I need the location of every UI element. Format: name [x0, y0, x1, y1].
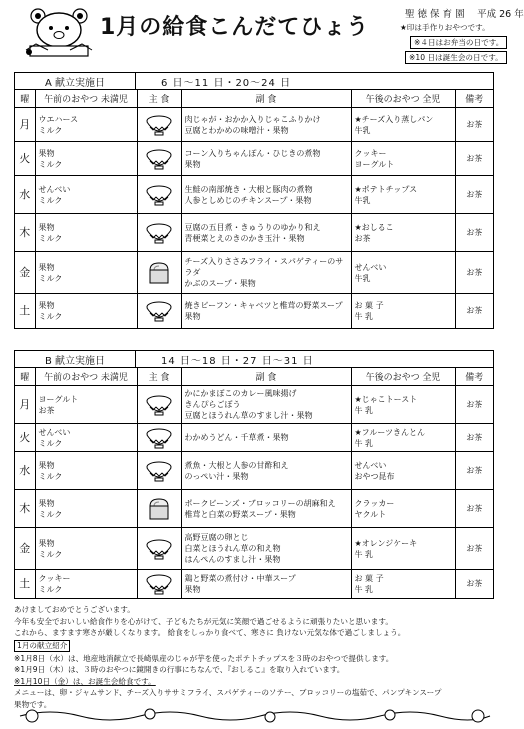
note-cell: お茶	[455, 570, 493, 598]
side-dish-item: 果物	[184, 159, 201, 169]
side-dish-cell	[181, 142, 351, 176]
column-header: 備考	[455, 368, 493, 386]
table-row	[15, 108, 493, 142]
side-dish-cell	[181, 570, 351, 598]
side-dish-item: かにかまぼこのカレー風味揚げ	[184, 389, 297, 398]
staple-cell	[137, 570, 181, 598]
message-line: これから、ますます寒さが厳しくなります。 給食をしっかり食べて、寒さに 負けない元気な体で過ごしましょう。	[14, 628, 406, 637]
pm-snack-item: 牛 乳	[354, 584, 374, 594]
section-b-name: B 献立実施日	[15, 351, 136, 367]
column-header: 午前のおやつ 未満児	[35, 90, 137, 108]
staple-cell	[137, 452, 181, 490]
staple-cell	[137, 490, 181, 528]
side-dish-item: 肉じゃが・おかか入りじゃこふりかけ	[184, 114, 321, 124]
side-dish-item: 煮魚・大根と人参の甘酢和え	[184, 460, 289, 470]
table-header-row	[15, 90, 493, 108]
am-snack-item: ヨーグルト	[38, 394, 79, 404]
am-snack-item: ミルク	[38, 509, 63, 519]
table-row	[15, 386, 493, 424]
side-dish-cell	[181, 528, 351, 570]
note-cell: お茶	[455, 490, 493, 528]
side-dish-item: 人参としめじのチキンスープ・果物	[184, 195, 312, 205]
pm-snack-item: 牛 乳	[354, 549, 374, 559]
side-dish-item: 豆腐とほうれん草のすまし汁・果物	[184, 411, 313, 420]
pm-snack-item: ★フルーツきんとん	[354, 427, 426, 437]
staple-cell	[137, 424, 181, 452]
day-cell: 土	[15, 570, 35, 598]
am-snack-cell	[35, 214, 137, 252]
am-snack-item: ミルク	[38, 195, 63, 205]
side-dish-cell	[181, 452, 351, 490]
side-dish-cell	[181, 108, 351, 142]
side-dish-item: ポークビーンズ・ブロッコリーの胡麻和え	[184, 498, 336, 508]
am-snack-item: 果物	[38, 538, 55, 548]
am-snack-item: 果物	[38, 300, 55, 310]
day-cell: 金	[15, 252, 35, 294]
rice-bowl-icon	[144, 222, 174, 244]
side-dish-item: 青梗菜とえのきのかき玉汁・果物	[184, 233, 305, 243]
pm-snack-cell	[351, 142, 455, 176]
pm-snack-cell	[351, 570, 455, 598]
side-dish-cell	[181, 252, 351, 294]
note-cell: お茶	[455, 452, 493, 490]
table-row	[15, 452, 493, 490]
note-cell: お茶	[455, 142, 493, 176]
staple-cell	[137, 294, 181, 328]
pm-snack-cell	[351, 294, 455, 328]
side-dish-item: 焼きビーフン・キャベツと椎茸の野菜スープ	[184, 300, 343, 310]
am-snack-item: ウエハース	[38, 114, 79, 124]
footer-message	[14, 604, 499, 710]
column-header: 午後のおやつ 全児	[351, 368, 455, 386]
table-row	[15, 214, 493, 252]
pm-snack-item: クラッカー	[354, 498, 395, 508]
am-snack-item: ミルク	[38, 311, 63, 321]
side-dish-item: 豆腐の五目煮・きゅうりのゆかり和え	[184, 222, 321, 232]
day-cell: 木	[15, 490, 35, 528]
side-dish-cell	[181, 424, 351, 452]
side-dish-item: チーズ入りささみフライ・スパゲティーのサラダ	[184, 257, 344, 277]
am-snack-cell	[35, 452, 137, 490]
am-snack-item: クッキー	[38, 573, 71, 583]
side-dish-item: かぶのスープ・果物	[184, 279, 256, 288]
pm-snack-cell	[351, 490, 455, 528]
menu-table-b	[15, 368, 493, 598]
am-snack-item: ミルク	[38, 584, 63, 594]
side-dish-cell	[181, 490, 351, 528]
table-row	[15, 528, 493, 570]
intro-item: メニューは、卵・ジャムサンド、チーズ入りササミフライ、スパゲティーのソテー、ブロッコリーの塩茹で、パンプキンスープ	[14, 688, 442, 697]
column-header: 備考	[455, 90, 493, 108]
pm-snack-item: ★おしるこ	[354, 222, 394, 232]
am-snack-item: ミルク	[38, 125, 63, 135]
side-dish-item: 豆腐とわかめの味噌汁・果物	[184, 125, 289, 135]
column-header: 午前のおやつ 未満児	[35, 368, 137, 386]
staple-cell	[137, 252, 181, 294]
day-cell: 水	[15, 452, 35, 490]
school-name: 聖 徳 保 育 園 平成 26 年	[405, 9, 524, 20]
am-snack-item: 果物	[38, 148, 55, 158]
note-cell: お茶	[455, 176, 493, 214]
am-snack-cell	[35, 142, 137, 176]
am-snack-item: ミルク	[38, 471, 63, 481]
pm-snack-cell	[351, 176, 455, 214]
am-snack-cell	[35, 294, 137, 328]
table-row	[15, 570, 493, 598]
am-snack-item: 果物	[38, 460, 55, 470]
header	[0, 0, 524, 66]
note-cell: お茶	[455, 294, 493, 328]
staple-cell	[137, 108, 181, 142]
am-snack-cell	[35, 424, 137, 452]
rice-bowl-icon	[144, 184, 174, 206]
pm-snack-cell	[351, 452, 455, 490]
day-cell: 火	[15, 142, 35, 176]
side-dish-item: 果物	[184, 311, 201, 321]
menu-section-a	[14, 72, 494, 329]
am-snack-item: ミルク	[38, 438, 63, 448]
pm-snack-item: クッキー	[354, 148, 387, 158]
side-dish-item: 果物	[184, 584, 201, 594]
side-dish-item: 鶏と野菜の煮付け・中華スープ	[184, 573, 296, 583]
table-row	[15, 490, 493, 528]
am-snack-cell	[35, 528, 137, 570]
am-snack-cell	[35, 176, 137, 214]
pm-snack-item: ★ポテトチップス	[354, 184, 418, 194]
mascot-illustration	[24, 4, 94, 60]
menu-table-a	[15, 90, 493, 328]
am-snack-cell	[35, 386, 137, 424]
rice-bowl-icon	[144, 538, 174, 560]
rice-bowl-icon	[144, 460, 174, 482]
column-header: 主 食	[137, 90, 181, 108]
am-snack-item: ミルク	[38, 549, 63, 559]
am-snack-item: せんべい	[38, 184, 71, 194]
rice-bowl-icon	[144, 148, 174, 170]
am-snack-item: 果物	[38, 498, 55, 508]
pm-snack-item: ★オレンジケーキ	[354, 538, 418, 548]
side-dish-item: わかめうどん・千草煮・果物	[184, 433, 289, 442]
table-row	[15, 424, 493, 452]
staple-cell	[137, 176, 181, 214]
pm-snack-cell	[351, 108, 455, 142]
rice-bowl-icon	[144, 427, 174, 449]
am-snack-cell	[35, 108, 137, 142]
day-cell: 月	[15, 108, 35, 142]
pm-snack-item: 牛 乳	[354, 405, 374, 415]
table-header-row	[15, 368, 493, 386]
menu-section-b	[14, 350, 494, 599]
bread-loaf-icon	[146, 497, 172, 521]
side-dish-item: 高野豆腐の卵とじ	[184, 533, 249, 542]
intro-item: ※1月10日（金）は、お誕生会給食です。	[14, 676, 156, 686]
side-dish-cell	[181, 176, 351, 214]
note-cell: お茶	[455, 214, 493, 252]
day-cell: 水	[15, 176, 35, 214]
am-snack-item: せんべい	[38, 427, 71, 437]
note-cell: お茶	[455, 424, 493, 452]
am-snack-cell	[35, 570, 137, 598]
intro-item: 果物です。	[14, 699, 52, 709]
pm-snack-item: 牛 乳	[354, 438, 374, 448]
am-snack-cell	[35, 490, 137, 528]
note-cell: お茶	[455, 386, 493, 424]
pm-snack-item: お 菓 子	[354, 573, 384, 583]
decorative-border-illustration	[20, 706, 490, 726]
pm-snack-item: おやつ昆布	[354, 471, 395, 481]
side-dish-item: はんぺんのすまし汁・果物	[184, 555, 281, 564]
am-snack-item: ミルク	[38, 233, 63, 243]
intro-item: ※1月8日（水）は、地産地消献立で長崎県産のじゃが芋を使ったポテトチップスを３時のおやつで提供します。	[14, 653, 394, 663]
side-dish-cell	[181, 214, 351, 252]
am-snack-item: ミルク	[38, 159, 63, 169]
table-row	[15, 294, 493, 328]
rice-bowl-icon	[144, 573, 174, 595]
side-dish-item: 椎茸と白菜の野菜スープ・果物	[184, 509, 296, 519]
pm-snack-cell	[351, 424, 455, 452]
staple-cell	[137, 386, 181, 424]
section-b-dates: 14 日～18 日・27 日～31 日	[161, 355, 314, 367]
intro-item: ※1月9日（木）は、３時のおやつに鏡開きの行事にちなんで、『おしるこ』を取り入れています。	[14, 665, 345, 674]
pm-snack-cell	[351, 214, 455, 252]
message-line: 今年も安全でおいしい給食作りを心がけて、子どもたちが元気に笑顔で過ごせるように頑張りたいと思います。	[14, 616, 393, 626]
note-handmade: ★印は手作りおやつです。	[400, 23, 490, 32]
pm-snack-item: ★じゃこトースト	[354, 394, 418, 404]
side-dish-cell	[181, 386, 351, 424]
table-row	[15, 252, 493, 294]
menu-intro-label: 1月の献立紹介	[14, 640, 70, 652]
day-cell: 月	[15, 386, 35, 424]
am-snack-item: 果物	[38, 222, 55, 232]
pm-snack-item: せんべい	[354, 262, 387, 272]
table-row	[15, 142, 493, 176]
pm-snack-cell	[351, 252, 455, 294]
am-snack-item: ミルク	[38, 273, 63, 283]
pm-snack-item: 牛 乳	[354, 311, 374, 321]
side-dish-cell	[181, 294, 351, 328]
pm-snack-item: 牛乳	[354, 273, 371, 283]
rice-bowl-icon	[144, 300, 174, 322]
pm-snack-cell	[351, 386, 455, 424]
page-title: 1月の給食こんだてひょう	[100, 15, 370, 40]
greeting-line: あけましておめでとうございます。	[14, 605, 135, 614]
side-dish-item: のっぺい汁・果物	[184, 471, 249, 481]
am-snack-item: 果物	[38, 262, 55, 272]
column-header: 副 食	[181, 90, 351, 108]
am-snack-cell	[35, 252, 137, 294]
note-birthday: ※10 日は誕生会の日です。	[405, 52, 507, 63]
column-header: 曜	[15, 90, 35, 108]
pm-snack-item: 牛乳	[354, 195, 371, 205]
staple-cell	[137, 214, 181, 252]
bread-loaf-icon	[146, 261, 172, 285]
rice-bowl-icon	[144, 114, 174, 136]
pm-snack-item: ★チーズ入り蒸しパン	[354, 114, 434, 124]
rice-bowl-icon	[144, 394, 174, 416]
note-cell: お茶	[455, 108, 493, 142]
pm-snack-item: 牛乳	[354, 125, 371, 135]
column-header: 午後のおやつ 全児	[351, 90, 455, 108]
table-row	[15, 176, 493, 214]
pm-snack-item: お 菓 子	[354, 300, 384, 310]
section-a-name: A 献立実施日	[15, 73, 136, 89]
staple-cell	[137, 142, 181, 176]
pm-snack-item: お茶	[354, 233, 371, 243]
side-dish-item: コーン入りちゃんぽん・ひじきの煮物	[184, 148, 321, 158]
pm-snack-cell	[351, 528, 455, 570]
note-bento: ※４日はお弁当の日です。	[410, 37, 507, 48]
note-cell: お茶	[455, 252, 493, 294]
column-header: 副 食	[181, 368, 351, 386]
am-snack-item: お茶	[38, 405, 55, 415]
column-header: 曜	[15, 368, 35, 386]
note-cell: お茶	[455, 528, 493, 570]
pm-snack-item: せんべい	[354, 460, 387, 470]
day-cell: 火	[15, 424, 35, 452]
side-dish-item: 白菜とほうれん草の和え物	[184, 544, 281, 553]
section-a-dates: 6 日～11 日・20～24 日	[161, 77, 292, 89]
staple-cell	[137, 528, 181, 570]
column-header: 主 食	[137, 368, 181, 386]
side-dish-item: きんぴらごぼう	[184, 400, 241, 409]
day-cell: 木	[15, 214, 35, 252]
pm-snack-item: ヤクルト	[354, 509, 387, 519]
day-cell: 土	[15, 294, 35, 328]
pm-snack-item: ヨーグルト	[354, 159, 395, 169]
day-cell: 金	[15, 528, 35, 570]
side-dish-item: 生鮭の南部焼き・大根と豚肉の煮物	[184, 184, 313, 194]
